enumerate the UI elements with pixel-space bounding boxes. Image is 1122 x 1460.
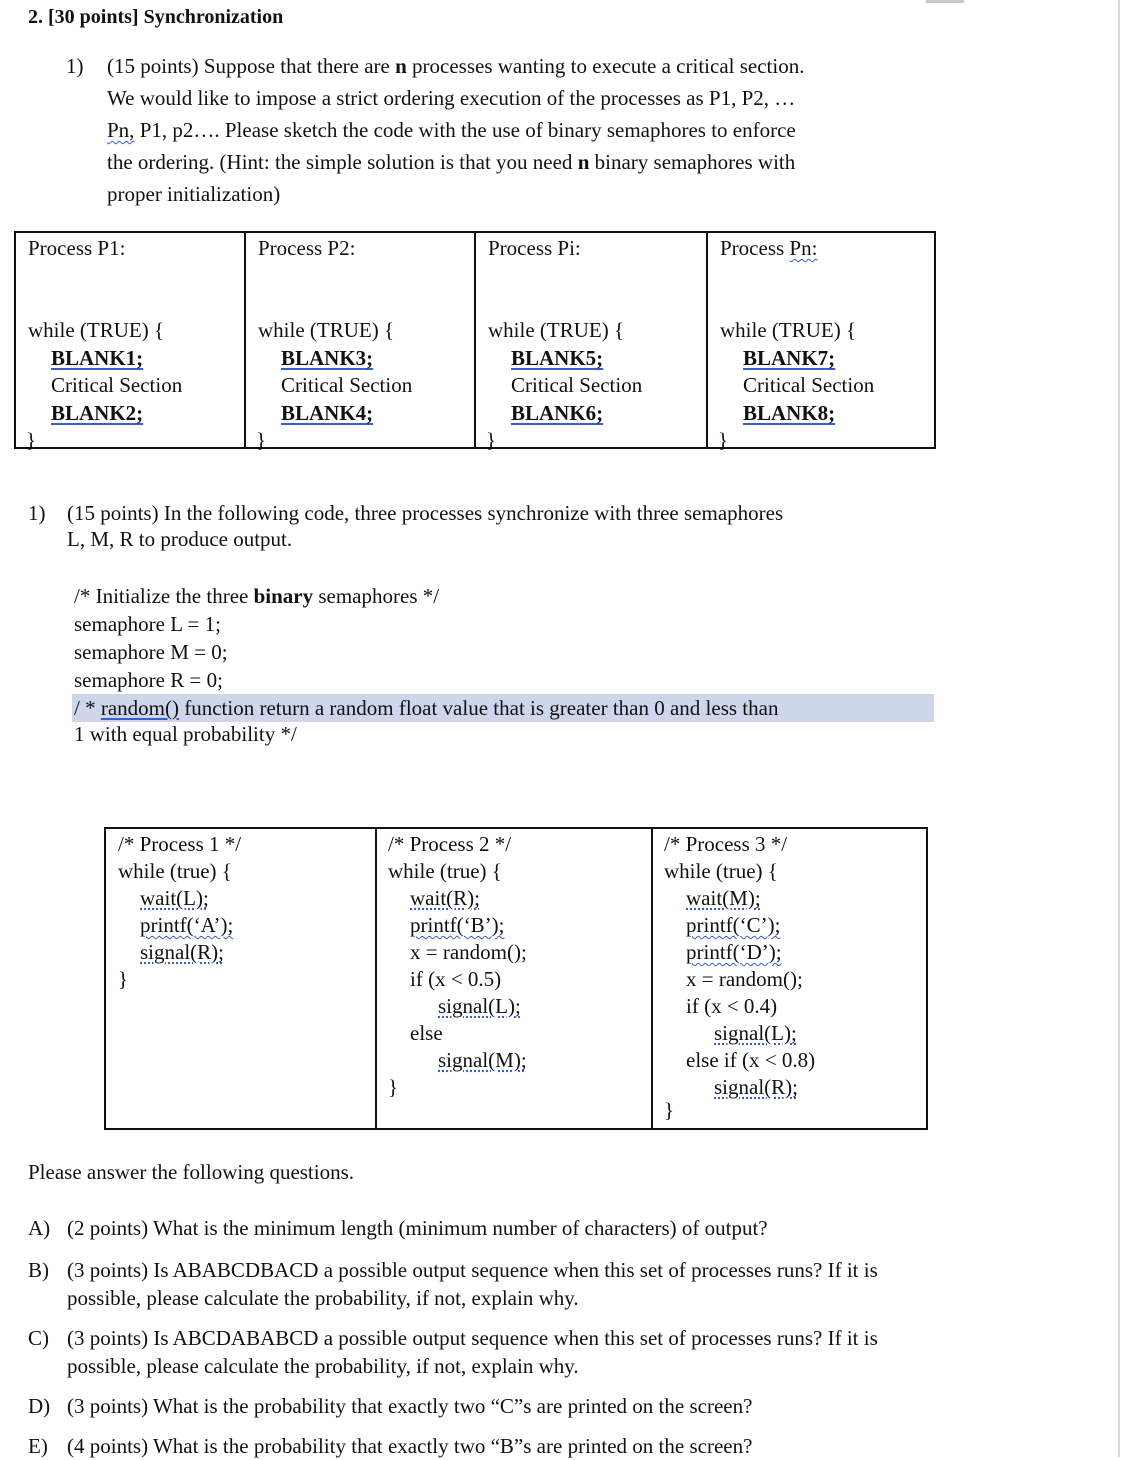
question-a: A) (2 points) What is the minimum length (minimum number of characters) of output? (28, 1216, 768, 1240)
while-line: while (TRUE) { (28, 318, 165, 342)
critical-section: Critical Section (511, 373, 643, 397)
process-code-table (104, 827, 928, 1130)
init-comment: /* Initialize the three binary semaphores */ (74, 584, 440, 608)
semaphore-initialization (74, 582, 934, 746)
process-title: Process P1: (28, 236, 126, 260)
critical-section: Critical Section (51, 373, 183, 397)
question-b: B) (3 points) Is ABABCDBACD a possible output sequence when this set of processes runs? If it is possible, please calculate the probability, if not, explain why. (28, 1258, 878, 1310)
critical-section: Critical Section (281, 373, 413, 397)
question-1-prompt (66, 50, 936, 210)
column-divider (244, 233, 246, 447)
page-right-edge (1118, 0, 1120, 1457)
process-title: Process P2: (258, 236, 356, 260)
blank-slot: BLANK7; (743, 346, 836, 370)
process-title: Process Pn: (720, 236, 818, 260)
while-line: while (TRUE) { (258, 318, 395, 342)
blank-slot: BLANK8; (743, 401, 836, 425)
critical-section: Critical Section (743, 373, 875, 397)
blank-slot: BLANK1; (51, 346, 144, 370)
closing-brace: } (718, 428, 729, 452)
random-comment-highlighted: / * random() function return a random float value that is greater than 0 and less than (72, 694, 934, 722)
column-divider (706, 233, 708, 447)
question-d: D) (3 points) What is the probability that exactly two “C”s are printed on the screen? (28, 1394, 753, 1418)
blank-slot: BLANK5; (511, 346, 604, 370)
blank-slot: BLANK2; (51, 401, 144, 425)
column-divider (651, 829, 653, 1128)
process-blanks-table (14, 231, 936, 452)
question-e: E) (4 points) What is the probability that exactly two “B”s are printed on the screen? (28, 1434, 753, 1458)
closing-brace: } (256, 428, 267, 452)
blank-slot: BLANK3; (281, 346, 374, 370)
question-number: 1) (28, 501, 46, 525)
semaphore-m: semaphore M = 0; (74, 640, 228, 664)
question-c: C) (3 points) Is ABCDABABCD a possible output sequence when this set of processes runs? If it is possible, please calculate the probability, if not, explain why. (28, 1326, 878, 1378)
closing-brace: } (486, 428, 497, 452)
blank-slot: BLANK4; (281, 401, 374, 425)
closing-brace: } (26, 428, 37, 452)
while-line: while (TRUE) { (488, 318, 625, 342)
random-comment-cont: 1 with equal probability */ (74, 722, 297, 746)
blank-slot: BLANK6; (511, 401, 604, 425)
top-edge-bar (926, 0, 964, 3)
question-number: 1) (66, 54, 84, 78)
while-line: while (TRUE) { (720, 318, 857, 342)
semaphore-r: semaphore R = 0; (74, 668, 223, 692)
question-2-prompt (28, 500, 928, 552)
process-title: Process Pi: (488, 236, 581, 260)
process-2-code: /* Process 2 */ while (true) { wait(R); printf(‘B’); x = random(); if (x < 0.5) signal(L); else signal(M); } (388, 832, 527, 1099)
instructions: Please answer the following questions. (28, 1160, 355, 1184)
question-text: (15 points) Suppose that there are n processes wanting to execute a critical section. We would like to impose a strict ordering execution of the processes as P1, P2, … Pn, P1, p2…. Please sketch the code with the use of binary semaphores to enforce the ordering. (Hint: the simple solution is that you need n binary semaphores with proper initialization) (107, 54, 805, 206)
process-3-code: /* Process 3 */ while (true) { wait(M); printf(‘C’); printf(‘D’); x = random(); if (x < 0.4) signal(L); else if (x < 0.8) signal(R); } (664, 832, 816, 1122)
column-divider (474, 233, 476, 447)
semaphore-l: semaphore L = 1; (74, 612, 221, 636)
section-heading: 2. [30 points] Synchronization (28, 6, 284, 28)
process-1-code: /* Process 1 */ while (true) { wait(L); printf(‘A’); signal(R); } (118, 832, 242, 991)
column-divider (375, 829, 377, 1128)
question-text: (15 points) In the following code, three processes synchronize with three semaphores L, M, R to produce output. (67, 501, 784, 551)
